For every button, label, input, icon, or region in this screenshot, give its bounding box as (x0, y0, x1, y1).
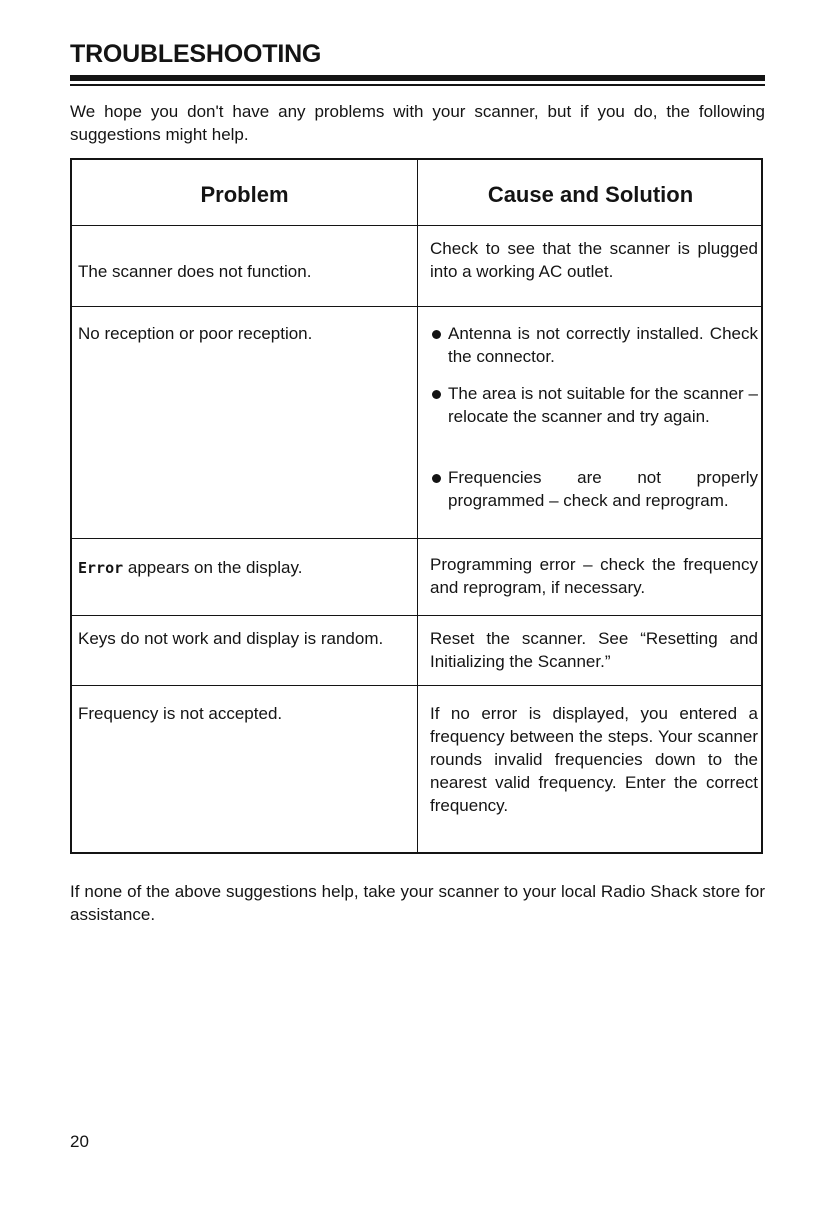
row-4-solution: Reset the scanner. See “Resetting and Initializing the Scanner.” (430, 629, 758, 671)
row-2-bullet-2 (430, 382, 758, 428)
row-2-bullet-1 (430, 322, 758, 368)
row-divider (72, 685, 761, 686)
page-number: 20 (70, 1132, 89, 1151)
title-rule-thick (70, 75, 765, 81)
closing-paragraph: If none of the above suggestions help, take your scanner to your local Radio Shack store for assistance. (70, 882, 765, 924)
bullet-text: The area is not suitable for the scanner – relocate the scanner and try again. (448, 384, 758, 426)
header-cause-solution: Cause and Solution (487, 182, 694, 207)
row-3-problem (78, 556, 408, 580)
row-4-problem: Keys do not work and display is random. (78, 629, 384, 648)
row-divider (72, 306, 761, 307)
bullet-dot-icon (432, 474, 441, 483)
row-2-bullet-3 (430, 466, 758, 512)
bullet-text: Frequencies are not properly programmed – check and reprogram. (448, 468, 758, 510)
troubleshooting-table (70, 158, 763, 854)
header-problem: Problem (200, 182, 289, 207)
bullet-dot-icon (432, 390, 441, 399)
row-1-solution: Check to see that the scanner is plugged into a working AC outlet. (430, 239, 758, 281)
row-divider (72, 615, 761, 616)
row-3-solution: Programming error – check the frequency and reprogram, if necessary. (430, 555, 758, 597)
title-rule-thin (70, 84, 765, 86)
row-2-problem: No reception or poor reception. (78, 324, 313, 343)
row-1-problem: The scanner does not function. (78, 262, 312, 281)
row-5-solution: If no error is displayed, you entered a frequency between the steps. Your scanner rounds invalid frequencies down to the nearest valid frequency. Enter the correct frequency. (430, 704, 758, 815)
intro-paragraph: We hope you don't have any problems with your scanner, but if you do, the following suggestions might help. (70, 102, 765, 144)
row-divider (72, 538, 761, 539)
error-code: Error (78, 559, 124, 577)
header-divider (72, 225, 761, 226)
bullet-dot-icon (432, 330, 441, 339)
row-5-problem: Frequency is not accepted. (78, 704, 283, 723)
column-divider (417, 160, 418, 852)
bullet-text: Antenna is not correctly installed. Check the connector. (448, 324, 758, 366)
row-3-problem-text: appears on the display. (127, 558, 303, 577)
page-title: TROUBLESHOOTING (70, 40, 322, 68)
